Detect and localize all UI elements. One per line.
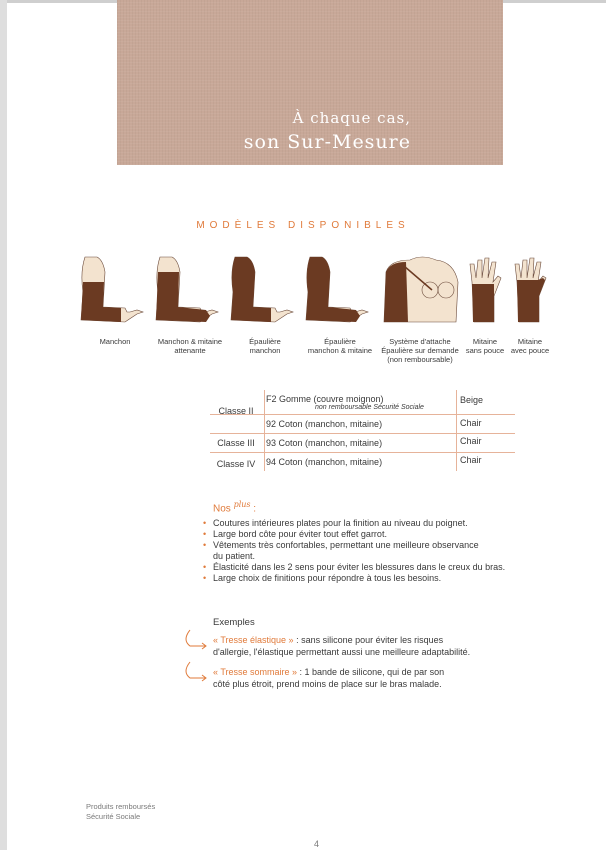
model-desc: 94 Coton (manchon, mitaine) (266, 457, 383, 467)
model-desc: F2 Gomme (couvre moignon) (266, 394, 384, 404)
color-value: Chair (460, 418, 482, 428)
curved-arrow-icon (180, 660, 210, 684)
example-1-text: : sans silicone pour éviter les risques (293, 635, 444, 645)
model-label: Manchon (99, 337, 131, 346)
page-edge (0, 0, 7, 850)
models-row (70, 252, 560, 372)
nos-plus-heading (213, 500, 256, 514)
example-2-name: « Tresse sommaire » (213, 667, 298, 677)
hand-avec-pouce-icon (505, 252, 555, 332)
example-1 (213, 634, 513, 658)
example-2 (213, 666, 513, 690)
hand-sans-pouce-icon (460, 252, 510, 332)
example-2-line2: côté plus étroit, prend moins de place sur le bras malade. (213, 679, 442, 689)
model-label: Mitaine avec pouce (510, 337, 550, 355)
list-item: • Élasticité dans les 2 sens pour éviter les blessures dans le creux du bras. (203, 562, 506, 572)
nos-suffix: : (253, 503, 257, 515)
banner-title-line1: À chaque cas, (292, 109, 411, 127)
color-value: Beige (460, 395, 484, 405)
model-label: Épaulière manchon & mitaine (307, 337, 373, 355)
nos-prefix: Nos (213, 503, 231, 515)
footer-note (86, 802, 155, 822)
examples-heading: Exemples (213, 617, 255, 628)
classes-table (210, 390, 515, 471)
color-value: Chair (460, 455, 482, 465)
example-1-name: « Tresse élastique » (213, 635, 294, 645)
list-item: • Coutures intérieures plates pour la finition au niveau du poignet. (203, 518, 468, 528)
arm-epauliere-icon (225, 252, 305, 332)
table-row (210, 415, 515, 434)
list-item: • Large bord côte pour éviter tout effet garrot. (203, 529, 387, 539)
arm-manchon-icon (75, 252, 155, 332)
torso-attache-icon (380, 252, 460, 332)
table-row (210, 390, 515, 415)
section-title: MODÈLES DISPONIBLES (196, 220, 410, 231)
curved-arrow-icon (180, 628, 210, 652)
model-label: Système d'attache Épaulière sur demande (non remboursable) (381, 337, 459, 364)
banner-title (244, 106, 411, 154)
list-item: • Vêtements très confortables, permettant une meilleure observance (203, 540, 479, 550)
example-1-line2: d'allergie, l'élastique permettant aussi une meilleure adaptabilité. (213, 647, 471, 657)
nos-plus-word: plus (233, 500, 251, 509)
table-row (210, 434, 515, 453)
model-label: Mitaine sans pouce (465, 337, 505, 355)
arm-epauliere-mitaine-icon (300, 252, 380, 332)
class-label: Classe III (217, 438, 255, 448)
list-item: • Large choix de finitions pour répondre à tous les besoins. (203, 573, 442, 583)
header-banner (117, 0, 503, 165)
footer-line2: Sécurité Sociale (86, 812, 141, 821)
banner-title-line2: son Sur-Mesure (243, 131, 411, 153)
model-desc: 93 Coton (manchon, mitaine) (266, 438, 383, 448)
model-note: non remboursable Sécurité Sociale (315, 404, 424, 411)
model-desc: 92 Coton (manchon, mitaine) (266, 419, 383, 429)
arm-manchon-mitaine-icon (150, 252, 230, 332)
table-row (210, 453, 515, 471)
class-label: Classe IV (216, 459, 256, 469)
page-number: 4 (314, 839, 320, 849)
list-item-continuation: du patient. (213, 551, 256, 561)
footer-line1: Produits remboursés (86, 802, 156, 811)
model-label: Épaulière manchon (249, 337, 281, 355)
color-value: Chair (460, 436, 482, 446)
class-label: Classe II (218, 406, 254, 416)
features-list (203, 518, 533, 584)
example-2-text: : 1 bande de silicone, qui de par son (297, 667, 445, 677)
model-label: Manchon & mitaine attenante (157, 337, 223, 355)
